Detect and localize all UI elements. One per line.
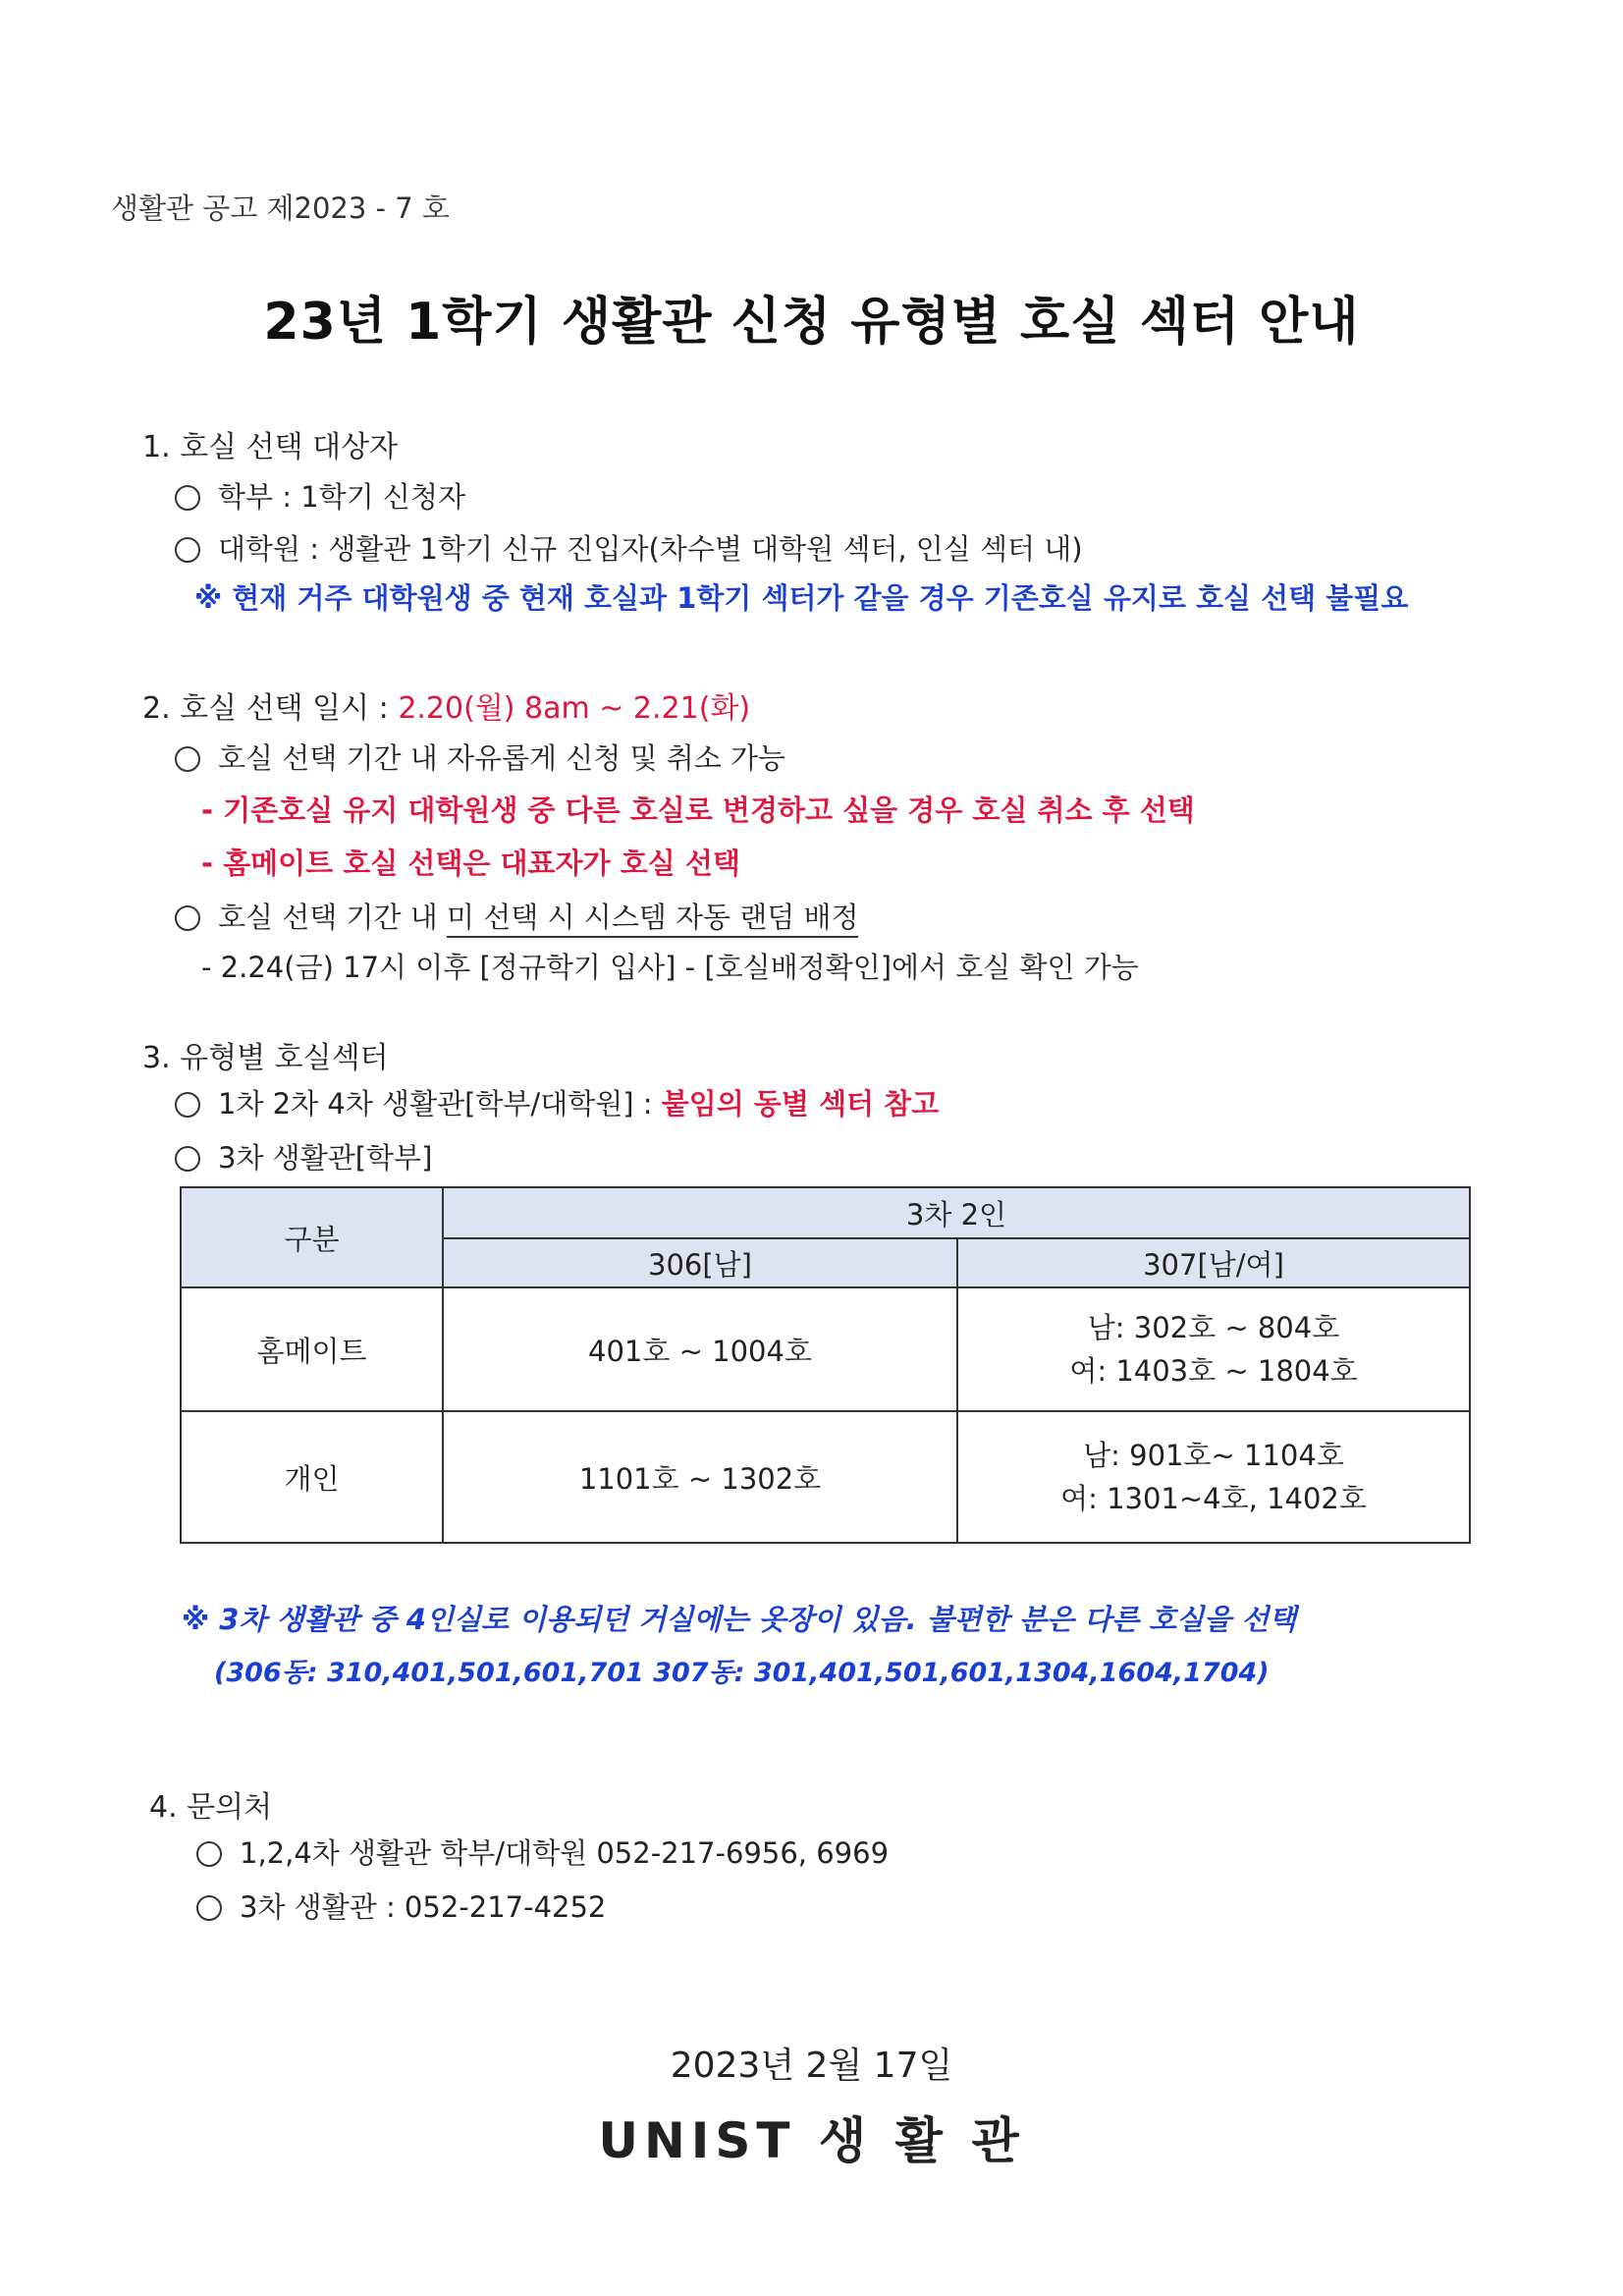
section1-item-grad: 대학원 : 생활관 1학기 신규 진입자(차수별 대학원 섹터, 인실 섹터 내) <box>175 527 1083 568</box>
section3-item-halls: 1차 2차 4차 생활관[학부/대학원] : 붙임의 동별 섹터 참고 <box>175 1082 939 1122</box>
section2-sub-existing: - 기존호실 유지 대학원생 중 다른 호실로 변경하고 싶을 경우 호실 취소 후 선택 <box>201 793 1195 827</box>
section2-sub-confirm: - 2.24(금) 17시 이후 [정규학기 입사] - [호실배정확인]에서 호실 확인 가능 <box>201 951 1139 984</box>
organization-name: UNIST 생 활 관 <box>598 2112 1025 2169</box>
circle-bullet-icon <box>175 746 200 772</box>
notice-number: 생활관 공고 제2023 - 7 호 <box>111 191 450 225</box>
section3-note: ※ 3차 생활관 중 4인실로 이용되던 거실에는 옷장이 있음. 불편한 분은 다른 호실을 선택 <box>182 1603 1297 1636</box>
selection-dates: 2.20(월) 8am ~ 2.21(화) <box>398 691 751 726</box>
table-row <box>181 1411 1470 1543</box>
random-assignment-text: 미 선택 시 시스템 자동 랜덤 배정 <box>447 901 859 938</box>
section3-note-rooms: (306동: 310,401,501,601,701 307동: 301,401,501,601,1304,1604,1704) <box>214 1658 1270 1688</box>
row-label: 개인 <box>181 1411 443 1543</box>
section2-sub-homemate: - 홈메이트 호실 선택은 대표자가 호실 선택 <box>201 847 740 880</box>
cell-306: 401호 ~ 1004호 <box>443 1287 957 1411</box>
table-header-row <box>181 1187 1470 1238</box>
circle-bullet-icon <box>196 1841 222 1867</box>
circle-bullet-icon <box>175 537 200 563</box>
cell-307: 남: 302호 ~ 804호 여: 1403호 ~ 1804호 <box>957 1287 1470 1411</box>
section1-item-undergrad: 학부 : 1학기 신청자 <box>175 475 465 516</box>
header-group: 3차 2인 <box>443 1187 1470 1238</box>
header-col-306: 306[남] <box>443 1238 957 1287</box>
cell-307: 남: 901호~ 1104호 여: 1301~4호, 1402호 <box>957 1411 1470 1543</box>
issue-date: 2023년 2월 17일 <box>670 2046 953 2086</box>
circle-bullet-icon <box>196 1895 222 1921</box>
section2-item-period: 호실 선택 기간 내 자유롭게 신청 및 취소 가능 <box>175 737 785 777</box>
section2-item-random: 호실 선택 기간 내 미 선택 시 시스템 자동 랜덤 배정 <box>175 896 858 936</box>
section3-heading: 3. 유형별 호실섹터 <box>142 1041 389 1075</box>
circle-bullet-icon <box>175 905 200 931</box>
table-row <box>181 1287 1470 1411</box>
header-corner: 구분 <box>181 1187 443 1287</box>
section4-item-contact1: 1,2,4차 생활관 학부/대학원 052-217-6956, 6969 <box>196 1831 889 1872</box>
section2-heading: 2. 호실 선택 일시 : 2.20(월) 8am ~ 2.21(화) <box>142 691 751 726</box>
row-label: 홈메이트 <box>181 1287 443 1411</box>
section1-heading: 1. 호실 선택 대상자 <box>142 430 399 465</box>
header-col-307: 307[남/여] <box>957 1238 1470 1287</box>
page-title: 23년 1학기 생활관 신청 유형별 호실 섹터 안내 <box>263 293 1360 352</box>
circle-bullet-icon <box>175 1092 200 1118</box>
section1-note: ※ 현재 거주 대학원생 중 현재 호실과 1학기 섹터가 같을 경우 기존호실 유지로 호실 선택 불필요 <box>194 581 1409 615</box>
room-sector-table <box>180 1186 1471 1544</box>
section4-heading: 4. 문의처 <box>149 1790 273 1825</box>
section4-item-contact2: 3차 생활관 : 052-217-4252 <box>196 1886 606 1926</box>
circle-bullet-icon <box>175 485 200 511</box>
cell-306: 1101호 ~ 1302호 <box>443 1411 957 1543</box>
circle-bullet-icon <box>175 1146 200 1172</box>
section3-item-hall3: 3차 생활관[학부] <box>175 1136 432 1176</box>
